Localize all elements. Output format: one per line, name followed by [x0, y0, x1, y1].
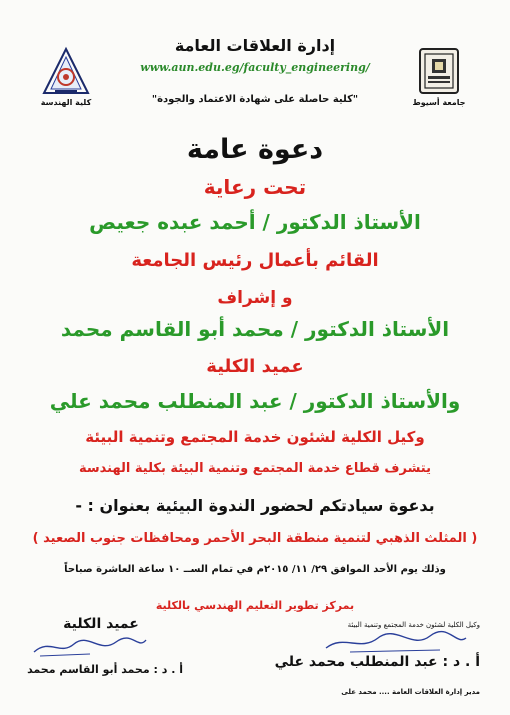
vice-dean-name-line: والأستاذ الدكتور / عبد المنطلب محمد علي	[49, 389, 461, 413]
dean-signature-name: أ . د : محمد أبو القاسم محمد	[27, 663, 183, 676]
invitation-title: دعوة عامة	[186, 134, 324, 165]
vice-dean-role: وكيل الكلية لشئون خدمة المجتمع وتنمية البيئة	[85, 428, 425, 446]
faculty-engineering-logo-icon	[40, 46, 92, 98]
vice-dean-signature-title: وكيل الكلية لشئون خدمة المجتمع وتنمية البيئة	[347, 621, 480, 629]
venue-line: بمركز تطوير التعليم الهندسي بالكلية	[155, 599, 355, 612]
assiut-university-logo-icon	[414, 45, 464, 97]
dean-name-line: الأستاذ الدكتور / محمد أبو القاسم محمد	[60, 317, 450, 341]
date-line: وذلك يوم الأحد الموافق ٢٩/ ١١/ ٢٠١٥م في تمام الســ ١٠ ساعة العاشرة صباحاً	[64, 564, 446, 575]
vice-dean-signature-scribble-icon	[320, 628, 470, 656]
faculty-logo-label: كلية الهندسة	[40, 98, 92, 107]
patronage-label: تحت رعاية	[203, 175, 307, 199]
invite-line: بدعوة سيادتكم لحضور الندوة البيئية بعنوان : -	[75, 496, 435, 515]
dean-signature-scribble-icon	[30, 634, 150, 660]
supervision-label: و إشراف	[217, 288, 293, 308]
vice-dean-signature-name: أ . د : عبد المنطلب محمد علي	[274, 654, 480, 670]
dean-signature-title: عميد الكلية	[63, 616, 139, 632]
patron-name: الأستاذ الدكتور / أحمد عبده جعيص	[89, 210, 421, 234]
pr-manager-line: مدير إدارة العلاقات العامة .... محمد على	[341, 688, 480, 696]
header-url: www.aun.edu.eg/faculty_engineering/	[140, 61, 370, 74]
patron-role: القائم بأعمال رئيس الجامعة	[131, 250, 379, 271]
header-title: إدارة العلاقات العامة	[174, 36, 336, 55]
header-tagline: "كلية حاصلة على شهادة الاعتماد والجودة"	[151, 94, 359, 105]
honored-line: يتشرف قطاع خدمة المجتمع وتنمية البيئة بكلية الهندسة	[78, 461, 431, 476]
dean-role: عميد الكلية	[206, 356, 304, 377]
university-logo-label: جامعة أسيوط	[412, 98, 466, 107]
symposium-title: ( المثلث الذهبي لتنمية منطقة البحر الأحمر ومحافظات جنوب الصعيد )	[32, 531, 478, 546]
